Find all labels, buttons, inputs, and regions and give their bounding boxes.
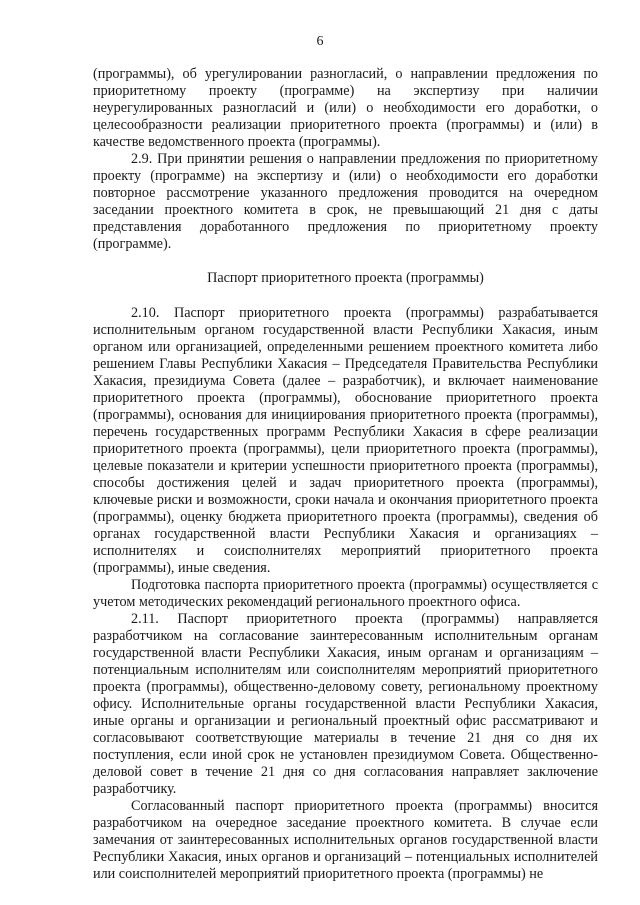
- paragraph-2-10: 2.10. Паспорт приоритетного проекта (программы) разрабатывается исполнительным органом государственной власти Республики Хакасия, иным органом или организацией, определенными решением проектного комитета либо решением Главы Республики Хакасия – Председателя Правительства Республики Хакасия, президиума Совета (далее – разработчик), и включает наименование приоритетного проекта (программы), обоснование приоритетного проекта (программы), основания для инициирования приоритетного проекта (программы), перечень государственных программ Республики Хакасия в сфере реализации приоритетного проекта (программы), цели приоритетного проекта (программы), целевые показатели и критерии успешности приоритетного проекта (программы), способы достижения целей и задач приоритетного проекта (программы), ключевые риски и возможности, сроки начала и окончания приоритетного проекта (программы), оценку бюджета приоритетного проекта (программы), сведения об органах государственной власти Республики Хакасия и организациях – исполнителях и соисполнителях мероприятий приоритетного проекта (программы), иные сведения.: [93, 305, 598, 576]
- paragraph-2-9: 2.9. При принятии решения о направлении предложения по приоритетному проекту (программе) на экспертизу и (или) о необходимости его доработки повторное рассмотрение указанного предложения проводится на очередном заседании проектного комитета в срок, не превышающий 21 дня с даты представления доработанного предложения по приоритетному проекту (программе).: [93, 151, 598, 252]
- page-number: 6: [316, 34, 324, 49]
- paragraph-2-11: 2.11. Паспорт приоритетного проекта (программы) направляется разработчиком на согласование заинтересованным исполнительным органам государственной власти Республики Хакасия, иным органам и организациям – потенциальным исполнителям или соисполнителям мероприятий приоритетного проекта (программы), общественно-деловому совету, региональному проектному офису. Исполнительные органы государственной власти Республики Хакасия, иные органы и организации и региональный проектный офис рассматривают и согласовывают соответствующие материалы в течение 21 дня со дня их поступления, если иной срок не установлен президиумом Совета. Общественно-деловой совет в течение 21 дня со дня согласования направляет заключение разработчику.: [93, 611, 598, 797]
- document-body: [93, 66, 598, 883]
- paragraph-continuation: (программы), об урегулировании разногласий, о направлении предложения по приоритетному проекту (программе) на экспертизу при наличии неурегулированных разногласий и (или) о необходимости его доработки, о целесообразности реализации приоритетного проекта (программы) и (или) в качестве ведомственного проекта (программы).: [93, 66, 598, 150]
- section-title: Паспорт приоритетного проекта (программы): [207, 270, 484, 286]
- paragraph-agreed-passport: Согласованный паспорт приоритетного проекта (программы) вносится разработчиком на очередное заседание проектного комитета. В случае если замечания от заинтересованных исполнительных органов государственной власти Республики Хакасия, иных органов и организаций – потенциальных исполнителей или соисполнителей мероприятий приоритетного проекта (программы) не: [93, 798, 598, 882]
- paragraph-passport-preparation: Подготовка паспорта приоритетного проекта (программы) осуществляется с учетом методических рекомендаций регионального проектного офиса.: [93, 577, 598, 610]
